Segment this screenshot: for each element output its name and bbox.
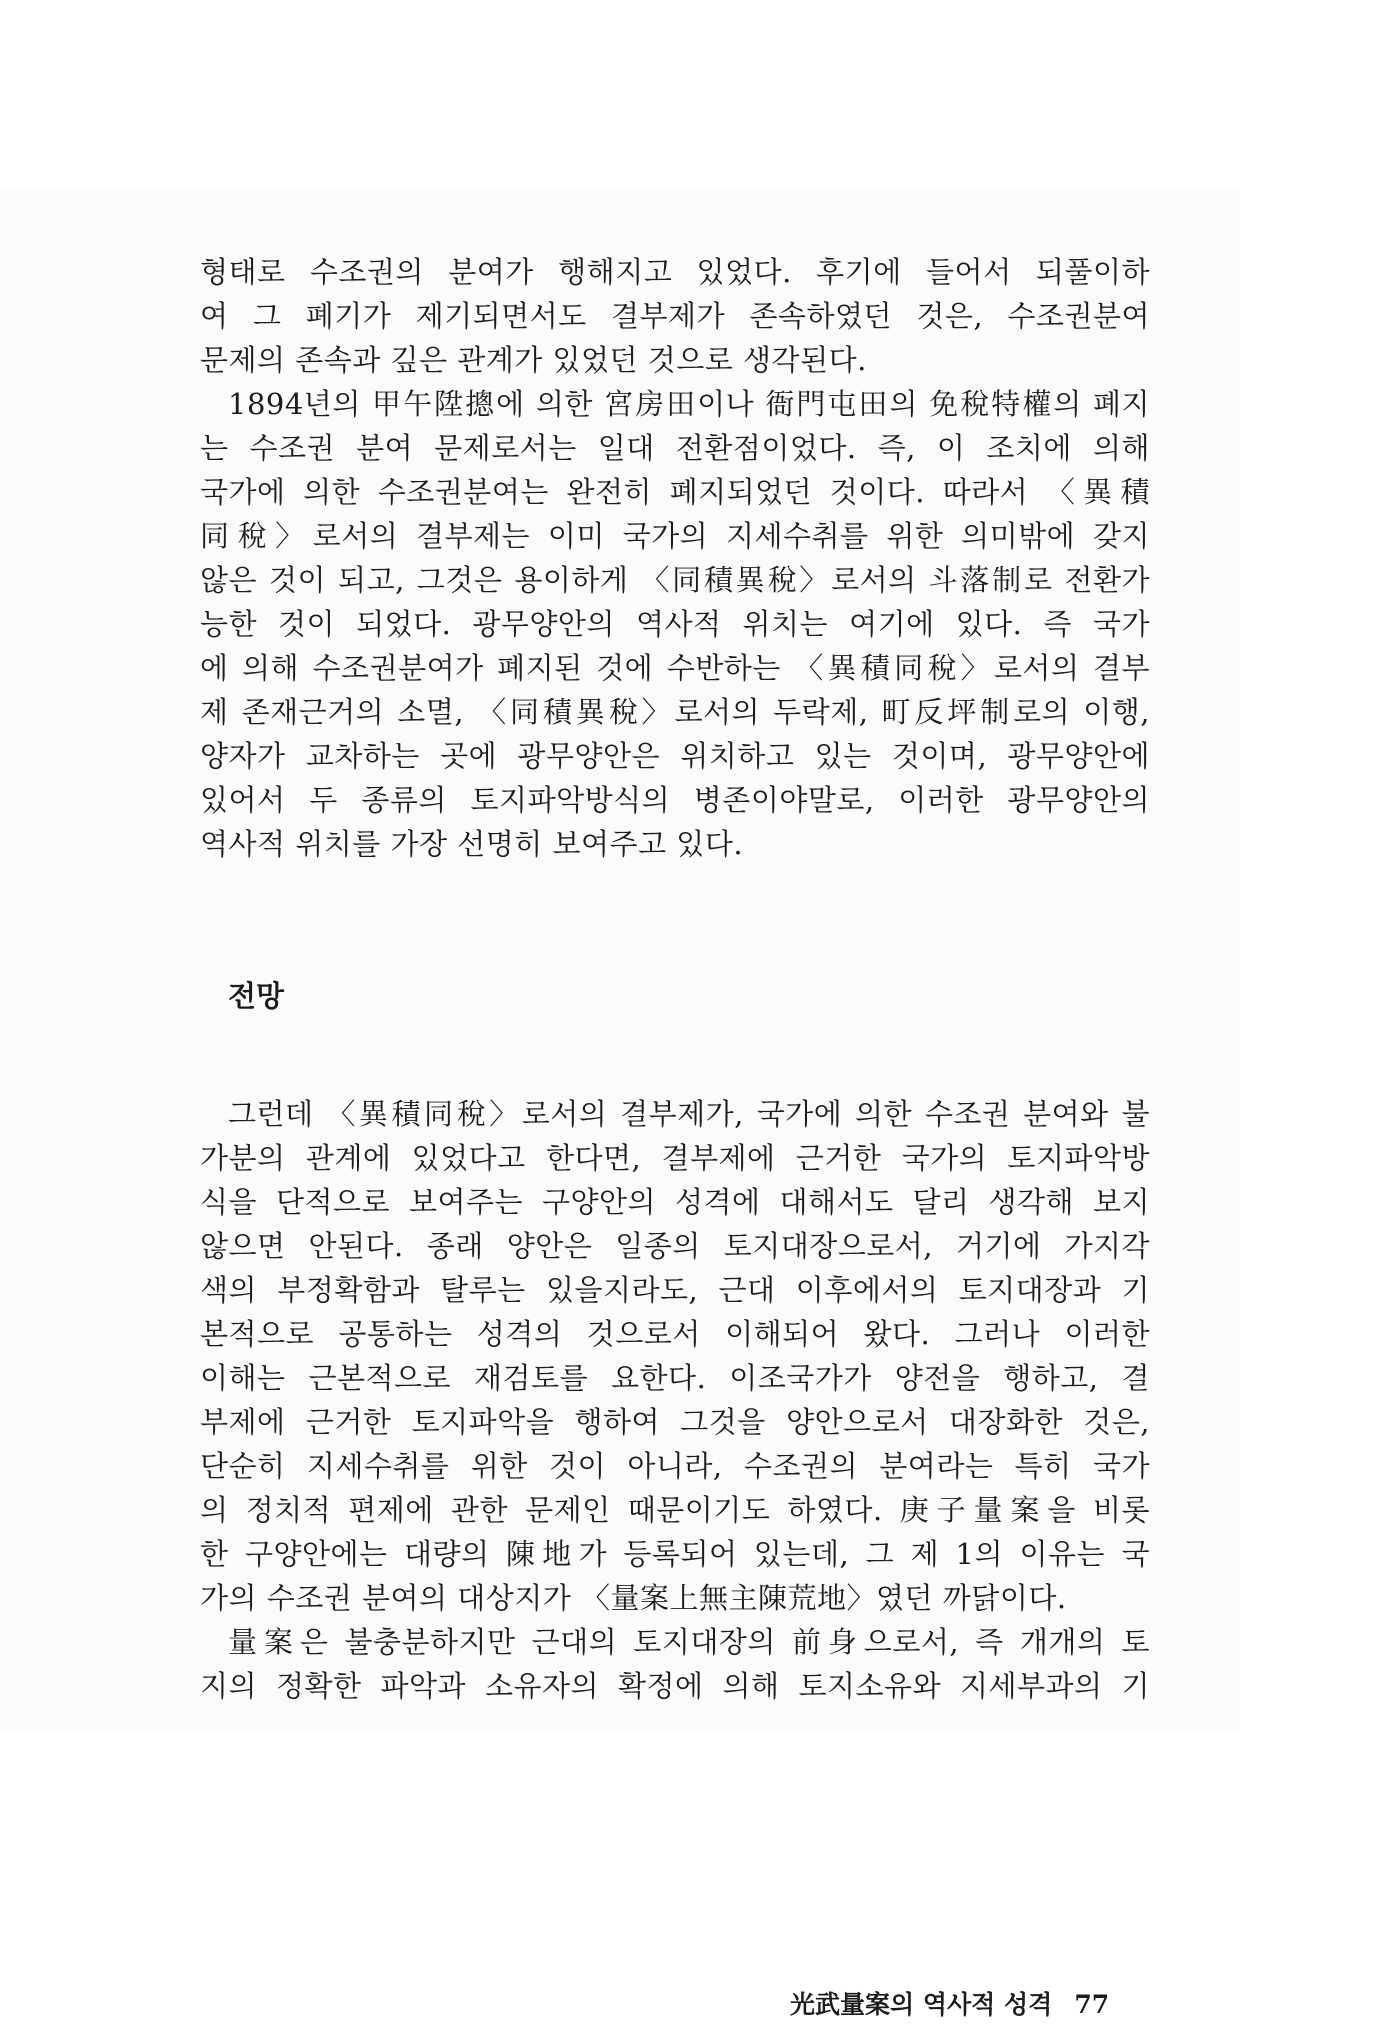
text-line: 부제에 근거한 토지파악을 행하여 그것을 양안으로서 대장화한 것은, xyxy=(200,1405,1150,1439)
paragraph-3 xyxy=(200,1092,1150,1620)
text-line: 단순히 지세수취를 위한 것이 아니라, 수조권의 분여라는 특히 국가 xyxy=(200,1449,1150,1483)
text-line: 1894년의 甲午陞摠에 의한 宮房田이나 衙門屯田의 免稅特權의 폐지 xyxy=(228,387,1150,421)
text-line: 않으면 안된다. 종래 양안은 일종의 토지대장으로서, 거기에 가지각 xyxy=(200,1229,1150,1263)
text-line: 量案은 불충분하지만 근대의 토지대장의 前身으로서, 즉 개개의 토 xyxy=(228,1625,1150,1659)
text-line: 여 그 폐기가 제기되면서도 결부제가 존속하였던 것은, 수조권분여 xyxy=(200,299,1150,333)
text-line: 가의 수조권 분여의 대상지가 〈量案上無主陳荒地〉였던 까닭이다. xyxy=(200,1581,1067,1615)
text-line: 지의 정확한 파악과 소유자의 확정에 의해 토지소유와 지세부과의 기 xyxy=(200,1669,1150,1703)
text-line: 의 정치적 편제에 관한 문제인 때문이기도 하였다. 庚子量案을 비롯 xyxy=(200,1493,1150,1527)
text-line: 국가에 의한 수조권분여는 완전히 폐지되었던 것이다. 따라서 〈異積 xyxy=(200,475,1150,509)
running-footer xyxy=(790,1985,1109,2025)
text-line: 는 수조권 분여 문제로서는 일대 전환점이었다. 즉, 이 조치에 의해 xyxy=(200,431,1150,465)
text-line: 식을 단적으로 보여주는 구양안의 성격에 대해서도 달리 생각해 보지 xyxy=(200,1185,1150,1219)
text-line: 능한 것이 되었다. 광무양안의 역사적 위치는 여기에 있다. 즉 국가 xyxy=(200,607,1150,641)
paragraph-4 xyxy=(200,1620,1150,1708)
text-line: 제 존재근거의 소멸, 〈同積異稅〉로서의 두락제, 町反坪制로의 이행, xyxy=(200,695,1150,729)
text-line: 그런데 〈異積同稅〉로서의 결부제가, 국가에 의한 수조권 분여와 불 xyxy=(228,1097,1150,1131)
running-title: 光武量案의 역사적 성격 xyxy=(790,1990,1053,2019)
text-line: 한 구양안에는 대량의 陳地가 등록되어 있는데, 그 제 1의 이유는 국 xyxy=(200,1537,1150,1571)
text-line: 가분의 관계에 있었다고 한다면, 결부제에 근거한 국가의 토지파악방 xyxy=(200,1141,1150,1175)
text-line: 색의 부정확함과 탈루는 있을지라도, 근대 이후에서의 토지대장과 기 xyxy=(200,1273,1150,1307)
paragraph-2 xyxy=(200,382,1150,866)
text-line: 에 의해 수조권분여가 폐지된 것에 수반하는 〈異積同稅〉로서의 결부 xyxy=(200,651,1150,685)
page-body xyxy=(200,250,1150,1708)
text-line: 형태로 수조권의 분여가 행해지고 있었다. 후기에 들어서 되풀이하 xyxy=(200,255,1150,289)
text-line: 역사적 위치를 가장 선명히 보여주고 있다. xyxy=(200,827,744,861)
section-heading: 전망 xyxy=(228,979,285,1013)
text-line: 同稅〉로서의 결부제는 이미 국가의 지세수취를 위한 의미밖에 갖지 xyxy=(200,519,1150,553)
page-number: 77 xyxy=(1074,1990,1110,2019)
text-line: 있어서 두 종류의 토지파악방식의 병존이야말로, 이러한 광무양안의 xyxy=(200,783,1150,817)
text-line: 이해는 근본적으로 재검토를 요한다. 이조국가가 양전을 행하고, 결 xyxy=(200,1361,1150,1395)
paragraph-1 xyxy=(200,250,1150,382)
text-line: 문제의 존속과 깊은 관계가 있었던 것으로 생각된다. xyxy=(200,343,867,377)
text-line: 본적으로 공통하는 성격의 것으로서 이해되어 왔다. 그러나 이러한 xyxy=(200,1317,1150,1351)
text-line: 양자가 교차하는 곳에 광무양안은 위치하고 있는 것이며, 광무양안에 xyxy=(200,739,1150,773)
text-line: 않은 것이 되고, 그것은 용이하게 〈同積異稅〉로서의 斗落制로 전환가 xyxy=(200,563,1150,597)
